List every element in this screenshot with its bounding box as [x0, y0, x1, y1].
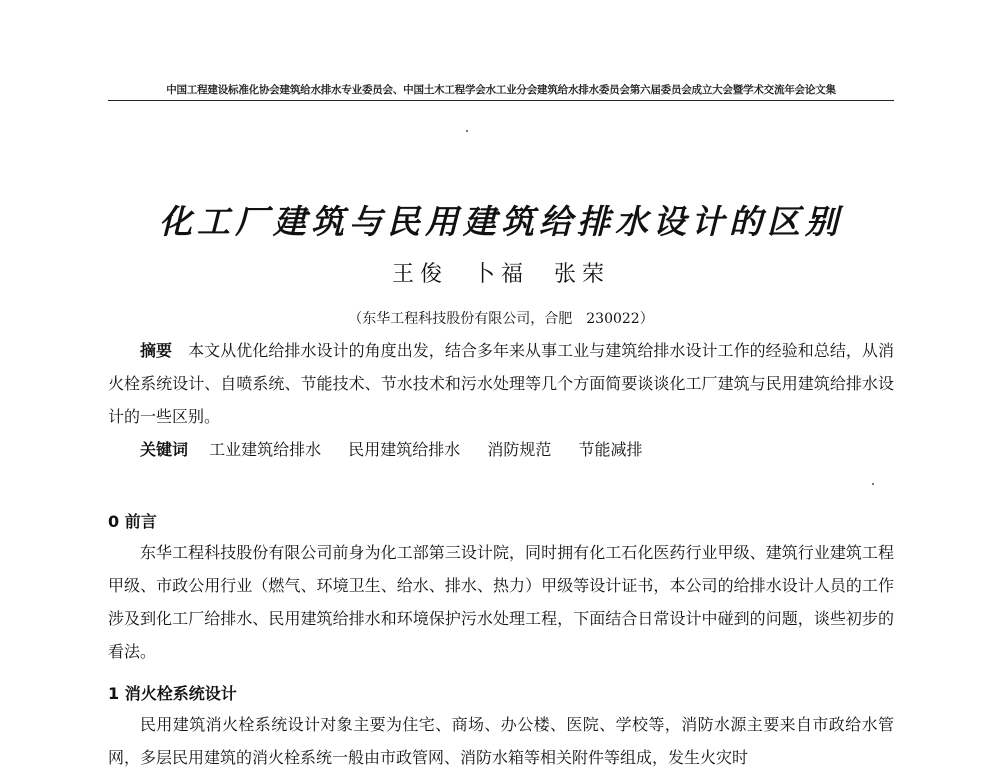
- section-heading: 1 消火栓系统设计: [108, 684, 237, 703]
- section-paragraph: 东华工程科技股份有限公司前身为化工部第三设计院，同时拥有化工石化医药行业甲级、建筑行业建筑工程甲级、市政公用行业（燃气、环境卫生、给水、排水、热力）甲级等设计证书，本公司的给排水设计人员的工作涉及到化工厂给排水、民用建筑给排水和环境保护污水处理工程，下面结合日常设计中碰到的问题，谈些初步的看法。: [108, 543, 894, 661]
- section-body: [108, 536, 894, 668]
- section-body: [108, 708, 894, 774]
- keyword: 消防规范: [487, 440, 552, 459]
- running-header: 中国工程建设标准化协会建筑给水排水专业委员会、中国土木工程学会水工业分会建筑给水排水委员会第六届委员会成立大会暨学术交流年会论文集: [166, 84, 836, 96]
- paper-title: 化工厂建筑与民用建筑给排水设计的区别: [159, 202, 843, 241]
- author-name: 卜福: [472, 262, 529, 287]
- header-rule: [108, 100, 894, 101]
- keyword: 节能减排: [578, 440, 643, 459]
- author-name: 张荣: [554, 262, 611, 287]
- keyword: 工业建筑给排水: [209, 440, 322, 459]
- abstract-text: 本文从优化给排水设计的角度出发，结合多年来从事工业与建筑给排水设计工作的经验和总结，从消火栓系统设计、自喷系统、节能技术、节水技术和污水处理等几个方面简要谈谈化工厂建筑与民用建筑给排水设计的一些区别。: [108, 341, 894, 426]
- abstract-paragraph: [108, 334, 894, 433]
- scan-speck: [466, 130, 468, 132]
- affiliation: （东华工程科技股份有限公司，合肥 230022）: [348, 311, 654, 327]
- keywords-label: 关键词: [140, 440, 189, 459]
- keywords: [108, 433, 894, 466]
- abstract-label: 摘要: [140, 341, 173, 360]
- keyword: 民用建筑给排水: [348, 440, 461, 459]
- abstract: [108, 334, 894, 433]
- author-name: 王俊: [391, 262, 448, 287]
- section-paragraph: 民用建筑消火栓系统设计对象主要为住宅、商场、办公楼、医院、学校等，消防水源主要来自市政给水管网，多层民用建筑的消火栓系统一般由市政管网、消防水箱等相关附件等组成，发生火灾时: [108, 715, 894, 767]
- section-heading: 0 前言: [108, 512, 157, 531]
- author-list: [108, 257, 894, 288]
- scan-speck: [872, 483, 874, 485]
